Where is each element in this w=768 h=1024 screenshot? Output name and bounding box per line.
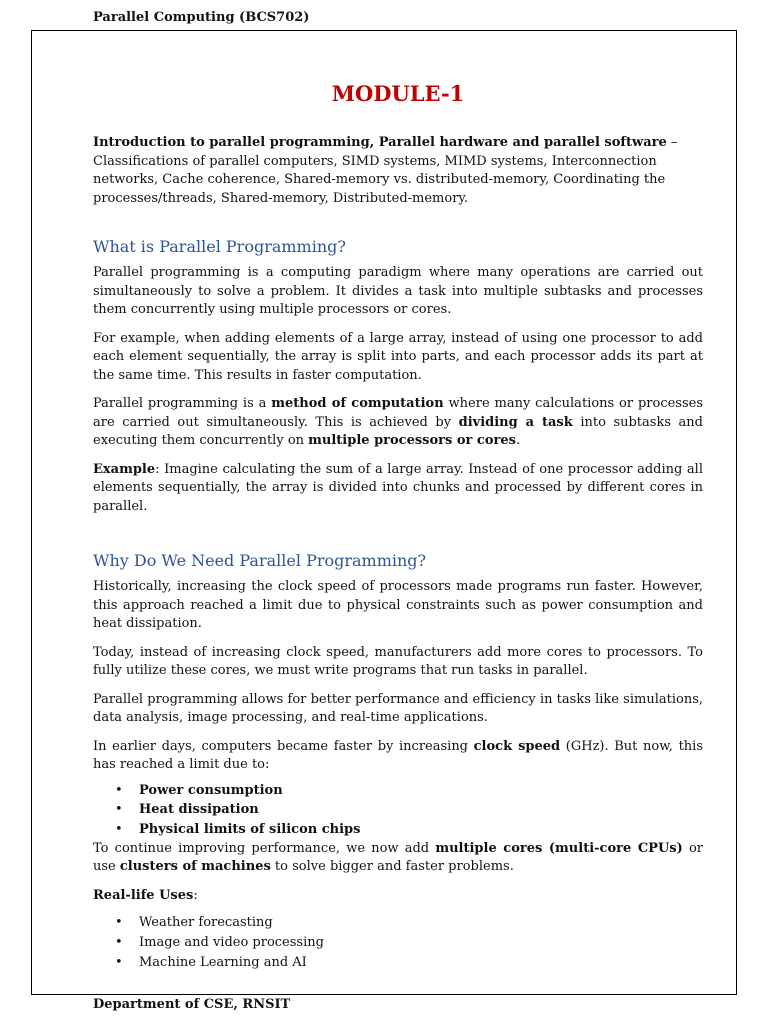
bold-text: method of computation — [271, 396, 444, 411]
paragraph: For example, when adding elements of a large array, instead of using one processor to add each element sequentially, the array is split into parts, and each processor adds its part at the same time. This results in faster computation. — [93, 330, 703, 383]
list-item — [93, 820, 703, 840]
uses-label-line — [93, 887, 703, 906]
list-item-text: Heat dissipation — [139, 802, 259, 818]
intro-paragraph — [93, 134, 703, 208]
text: to solve bigger and faster problems. — [270, 859, 514, 875]
paragraph — [93, 738, 703, 775]
bold-text: clusters of machines — [119, 859, 271, 875]
page-content — [93, 80, 703, 973]
list-item — [93, 933, 703, 953]
paragraph — [93, 395, 703, 451]
text: . — [515, 433, 521, 448]
bullet-icon: • — [115, 935, 123, 951]
list-item — [93, 781, 703, 801]
page-footer: Department of CSE, RNSIT — [93, 997, 291, 1012]
bullet-icon: • — [115, 782, 123, 798]
text: where many calculations or processes are carried out simultaneously. This is achieved by — [93, 396, 704, 430]
bullet-icon: • — [115, 954, 123, 970]
paragraph: Today, instead of increasing clock speed, manufacturers add more cores to processors. To fully utilize these cores, we must write programs that run tasks in parallel. — [93, 644, 703, 678]
text: : — [193, 887, 198, 903]
bold-text: dividing a task — [458, 414, 573, 430]
intro-bold: Introduction to parallel programming, Parallel hardware and parallel software — [93, 135, 667, 150]
paragraph: Parallel programming is a computing paradigm where many operations are carried out simultaneously to solve a problem. It divides a task into multiple subtasks and processes them concurrently using multiple processors or cores. — [93, 265, 703, 317]
list-item-text: Physical limits of silicon chips — [139, 822, 361, 838]
paragraph: Historically, increasing the clock speed of processors made programs run faster. However, this approach reached a limit due to physical constraints such as power consumption and heat dissipation. — [93, 579, 703, 631]
section-heading-what: What is Parallel Programming? — [93, 237, 346, 256]
page-header: Parallel Computing (BCS702) — [93, 10, 310, 25]
bullet-icon: • — [115, 822, 123, 838]
uses-label: Real-life Uses — [93, 887, 194, 903]
paragraph — [93, 840, 703, 877]
list-item-text: Weather forecasting — [139, 915, 273, 931]
list-item-text: Image and video processing — [139, 935, 324, 951]
list-item — [93, 953, 703, 973]
text: or use — [93, 840, 703, 875]
module-title: MODULE-1 — [331, 81, 465, 106]
bullet-icon: • — [115, 915, 123, 931]
text: (GHz). But now, this has reached a limit due to: — [93, 738, 703, 772]
text: In earlier days, computers became faster by increasing — [93, 738, 474, 754]
example-paragraph — [93, 461, 703, 517]
example-label: Example — [93, 461, 156, 477]
bold-text: multiple cores (multi-core CPUs) — [435, 840, 683, 856]
intro-rest: – Classifications of parallel computers, SIMD systems, MIMD systems, Interconnection networks, Cache coherence, Shared-memory vs. distributed-memory, Coordinating the processes/threads, Shared-memory, Distributed-memory. — [93, 135, 678, 206]
limits-list — [93, 781, 703, 840]
list-item-text: Machine Learning and AI — [139, 954, 307, 970]
text: into subtasks and executing them concurrently on — [93, 414, 704, 448]
text: : Imagine calculating the sum of a large array. Instead of one processor adding all elements sequentially, the array is divided into chunks and processed by different cores in parallel. — [93, 461, 703, 514]
uses-list — [93, 913, 703, 972]
list-item — [93, 800, 703, 820]
paragraph: Parallel programming allows for better performance and efficiency in tasks like simulations, data analysis, image processing, and real-time applications. — [93, 691, 703, 725]
bold-text: clock speed — [473, 738, 561, 754]
text: Parallel programming is a — [93, 396, 272, 411]
list-item — [93, 913, 703, 933]
section-heading-why: Why Do We Need Parallel Programming? — [93, 551, 427, 570]
list-item-text: Power consumption — [139, 782, 283, 798]
bullet-icon: • — [115, 802, 123, 818]
bold-text: multiple processors or cores — [308, 433, 516, 448]
text: To continue improving performance, we now add — [93, 840, 436, 856]
